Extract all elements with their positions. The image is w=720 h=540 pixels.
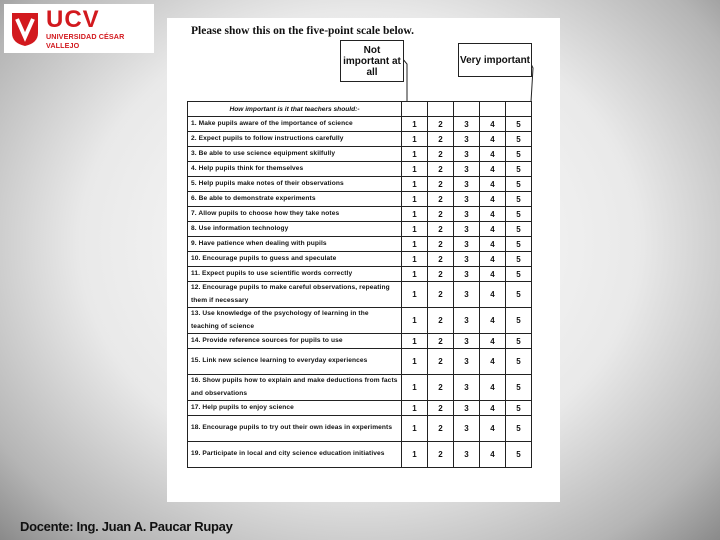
logo-subtitle: UNIVERSIDAD CÉSAR VALLEJO: [46, 31, 125, 50]
rating-option-3[interactable]: 3: [454, 282, 480, 308]
statement-cell: 11. Expect pupils to use scientific words correctly: [188, 267, 402, 282]
header-blank-cell: [506, 102, 532, 117]
rating-option-2[interactable]: 2: [428, 416, 454, 442]
rating-option-4[interactable]: 4: [480, 282, 506, 308]
statement-cell: 1. Make pupils aware of the importance of science: [188, 117, 402, 132]
rating-option-2[interactable]: 2: [428, 401, 454, 416]
rating-option-3[interactable]: 3: [454, 308, 480, 334]
rating-option-5[interactable]: 5: [506, 252, 532, 267]
rating-option-4[interactable]: 4: [480, 192, 506, 207]
rating-option-4[interactable]: 4: [480, 416, 506, 442]
statement-cell: 2. Expect pupils to follow instructions carefully: [188, 132, 402, 147]
table-row: [188, 117, 532, 132]
rating-option-5[interactable]: 5: [506, 237, 532, 252]
rating-option-2[interactable]: 2: [428, 147, 454, 162]
table-row: [188, 401, 532, 416]
rating-option-4[interactable]: 4: [480, 177, 506, 192]
table-row: [188, 308, 532, 334]
rating-option-5[interactable]: 5: [506, 442, 532, 468]
university-logo: [4, 4, 154, 53]
table-row: [188, 416, 532, 442]
rating-option-3[interactable]: 3: [454, 401, 480, 416]
rating-option-4[interactable]: 4: [480, 252, 506, 267]
table-row: [188, 132, 532, 147]
rating-option-5[interactable]: 5: [506, 147, 532, 162]
rating-option-5[interactable]: 5: [506, 282, 532, 308]
logo-name: UCV: [46, 5, 100, 33]
rating-option-2[interactable]: 2: [428, 334, 454, 349]
instructor-footer: Docente: Ing. Juan A. Paucar Rupay: [20, 519, 233, 534]
rating-option-1[interactable]: 1: [402, 401, 428, 416]
rating-option-4[interactable]: 4: [480, 334, 506, 349]
statement-cell: 9. Have patience when dealing with pupils: [188, 237, 402, 252]
rating-option-3[interactable]: 3: [454, 237, 480, 252]
rating-option-1[interactable]: 1: [402, 162, 428, 177]
rating-option-2[interactable]: 2: [428, 375, 454, 401]
rating-option-1[interactable]: 1: [402, 375, 428, 401]
rating-option-2[interactable]: 2: [428, 162, 454, 177]
questionnaire-sheet: [167, 18, 560, 502]
rating-option-5[interactable]: 5: [506, 207, 532, 222]
rating-option-5[interactable]: 5: [506, 375, 532, 401]
rating-option-1[interactable]: 1: [402, 237, 428, 252]
rating-option-3[interactable]: 3: [454, 192, 480, 207]
rating-option-1[interactable]: 1: [402, 416, 428, 442]
statement-cell: 10. Encourage pupils to guess and speculate: [188, 252, 402, 267]
rating-option-4[interactable]: 4: [480, 375, 506, 401]
rating-option-5[interactable]: 5: [506, 308, 532, 334]
statement-cell: 15. Link new science learning to everyday experiences: [188, 349, 402, 375]
rating-option-2[interactable]: 2: [428, 132, 454, 147]
rating-option-3[interactable]: 3: [454, 252, 480, 267]
table-row: [188, 282, 532, 308]
rating-option-3[interactable]: 3: [454, 117, 480, 132]
rating-option-2[interactable]: 2: [428, 207, 454, 222]
rating-option-1[interactable]: 1: [402, 147, 428, 162]
rating-option-2[interactable]: 2: [428, 192, 454, 207]
statement-cell: 12. Encourage pupils to make careful observations, repeating them if necessary: [188, 282, 402, 308]
table-row: [188, 442, 532, 468]
rating-option-5[interactable]: 5: [506, 192, 532, 207]
rating-option-3[interactable]: 3: [454, 162, 480, 177]
rating-option-2[interactable]: 2: [428, 267, 454, 282]
rating-option-4[interactable]: 4: [480, 237, 506, 252]
rating-option-3[interactable]: 3: [454, 416, 480, 442]
header-blank-cell: [428, 102, 454, 117]
rating-option-1[interactable]: 1: [402, 132, 428, 147]
rating-option-4[interactable]: 4: [480, 132, 506, 147]
rating-option-1[interactable]: 1: [402, 177, 428, 192]
statement-cell: 8. Use information technology: [188, 222, 402, 237]
rating-option-5[interactable]: 5: [506, 117, 532, 132]
rating-option-3[interactable]: 3: [454, 334, 480, 349]
rating-option-3[interactable]: 3: [454, 207, 480, 222]
rating-option-4[interactable]: 4: [480, 162, 506, 177]
rating-option-3[interactable]: 3: [454, 267, 480, 282]
rating-option-3[interactable]: 3: [454, 349, 480, 375]
rating-option-2[interactable]: 2: [428, 252, 454, 267]
rating-option-1[interactable]: 1: [402, 252, 428, 267]
rating-option-1[interactable]: 1: [402, 308, 428, 334]
scale-label-not-important: Not important at all: [340, 40, 404, 82]
rating-option-3[interactable]: 3: [454, 132, 480, 147]
table-row: [188, 375, 532, 401]
rating-option-5[interactable]: 5: [506, 267, 532, 282]
statement-cell: 3. Be able to use science equipment skilfully: [188, 147, 402, 162]
table-row: [188, 252, 532, 267]
header-blank-cell: [454, 102, 480, 117]
rating-option-5[interactable]: 5: [506, 132, 532, 147]
rating-option-5[interactable]: 5: [506, 401, 532, 416]
rating-option-4[interactable]: 4: [480, 147, 506, 162]
rating-option-3[interactable]: 3: [454, 375, 480, 401]
rating-option-2[interactable]: 2: [428, 237, 454, 252]
rating-option-5[interactable]: 5: [506, 162, 532, 177]
rating-option-5[interactable]: 5: [506, 334, 532, 349]
rating-option-2[interactable]: 2: [428, 117, 454, 132]
table-row: [188, 177, 532, 192]
rating-option-1[interactable]: 1: [402, 117, 428, 132]
statement-cell: 5. Help pupils make notes of their observations: [188, 177, 402, 192]
table-row: [188, 147, 532, 162]
scale-label-very-important: Very important: [458, 43, 532, 77]
header-blank-cell: [402, 102, 428, 117]
table-row: [188, 207, 532, 222]
rating-option-2[interactable]: 2: [428, 308, 454, 334]
rating-option-4[interactable]: 4: [480, 267, 506, 282]
table-row: [188, 162, 532, 177]
rating-option-2[interactable]: 2: [428, 222, 454, 237]
rating-option-4[interactable]: 4: [480, 308, 506, 334]
rating-option-1[interactable]: 1: [402, 207, 428, 222]
rating-option-5[interactable]: 5: [506, 177, 532, 192]
rating-option-4[interactable]: 4: [480, 401, 506, 416]
rating-option-2[interactable]: 2: [428, 442, 454, 468]
rating-option-1[interactable]: 1: [402, 442, 428, 468]
rating-option-2[interactable]: 2: [428, 177, 454, 192]
rating-option-2[interactable]: 2: [428, 349, 454, 375]
rating-option-4[interactable]: 4: [480, 442, 506, 468]
rating-option-1[interactable]: 1: [402, 282, 428, 308]
question-header: How important is it that teachers should:-: [188, 102, 402, 117]
rating-option-4[interactable]: 4: [480, 117, 506, 132]
rating-option-5[interactable]: 5: [506, 349, 532, 375]
table-row: [188, 349, 532, 375]
statement-cell: 4. Help pupils think for themselves: [188, 162, 402, 177]
rating-option-2[interactable]: 2: [428, 282, 454, 308]
table-row: [188, 192, 532, 207]
rating-option-1[interactable]: 1: [402, 267, 428, 282]
rating-option-3[interactable]: 3: [454, 177, 480, 192]
rating-option-3[interactable]: 3: [454, 222, 480, 237]
statement-cell: 19. Participate in local and city science education initiatives: [188, 442, 402, 468]
table-row: [188, 237, 532, 252]
ucv-emblem-icon: [10, 11, 40, 47]
rating-option-3[interactable]: 3: [454, 147, 480, 162]
statement-cell: 17. Help pupils to enjoy science: [188, 401, 402, 416]
statement-cell: 13. Use knowledge of the psychology of learning in the teaching of science: [188, 308, 402, 334]
instruction-text: Please show this on the five-point scale below.: [191, 25, 414, 37]
rating-option-1[interactable]: 1: [402, 349, 428, 375]
rating-option-4[interactable]: 4: [480, 207, 506, 222]
table-row: [188, 222, 532, 237]
rating-table: [187, 101, 532, 468]
statement-cell: 7. Allow pupils to choose how they take notes: [188, 207, 402, 222]
rating-option-1[interactable]: 1: [402, 192, 428, 207]
statement-cell: 16. Show pupils how to explain and make deductions from facts and observations: [188, 375, 402, 401]
rating-option-1[interactable]: 1: [402, 222, 428, 237]
rating-option-5[interactable]: 5: [506, 222, 532, 237]
statement-cell: 14. Provide reference sources for pupils to use: [188, 334, 402, 349]
header-blank-cell: [480, 102, 506, 117]
statement-cell: 6. Be able to demonstrate experiments: [188, 192, 402, 207]
table-row: [188, 267, 532, 282]
rating-option-4[interactable]: 4: [480, 222, 506, 237]
rating-option-1[interactable]: 1: [402, 334, 428, 349]
rating-option-3[interactable]: 3: [454, 442, 480, 468]
rating-option-5[interactable]: 5: [506, 416, 532, 442]
statement-cell: 18. Encourage pupils to try out their own ideas in experiments: [188, 416, 402, 442]
table-row: [188, 334, 532, 349]
rating-option-4[interactable]: 4: [480, 349, 506, 375]
